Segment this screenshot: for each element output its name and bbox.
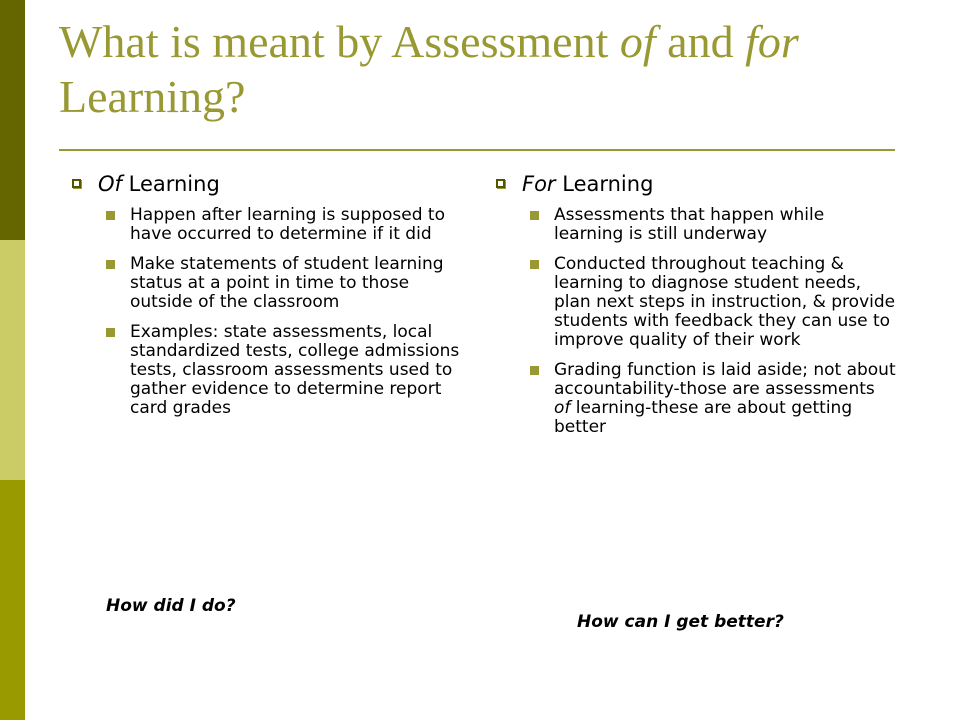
- list-item: Make statements of student learning status at a point in time to those outside of the classroom: [72, 255, 472, 312]
- of-learning-heading: Of Learning: [72, 170, 472, 198]
- list-item: Conducted throughout teaching & learning to diagnose student needs, plan next steps in instruction, & provide students with feedback they can use to improve quality of their work: [496, 255, 896, 350]
- of-learning-list: [72, 206, 472, 418]
- of-learning-column: [72, 170, 472, 429]
- list-item: Happen after learning is supposed to have occurred to determine if it did: [72, 206, 472, 244]
- list-item: Grading function is laid aside; not about accountability-those are assessments of learning-these are about getting better: [496, 361, 896, 437]
- list-item: Assessments that happen while learning is still underway: [496, 206, 896, 244]
- side-bar-light: [0, 240, 25, 480]
- title-divider: [59, 149, 895, 151]
- square-bullet-icon: [106, 260, 115, 269]
- hollow-square-bullet-icon: [72, 179, 81, 188]
- for-learning-question: How can I get better?: [577, 612, 784, 632]
- square-bullet-icon: [106, 328, 115, 337]
- slide-title: What is meant by Assessment of and for Learning?: [59, 16, 799, 122]
- square-bullet-icon: [530, 366, 539, 375]
- of-learning-question: How did I do?: [106, 596, 236, 616]
- square-bullet-icon: [530, 260, 539, 269]
- side-bar-mid: [0, 480, 25, 720]
- side-bar-dark: [0, 0, 25, 240]
- square-bullet-icon: [530, 211, 539, 220]
- square-bullet-icon: [106, 211, 115, 220]
- for-learning-heading: For Learning: [496, 170, 896, 198]
- for-learning-list: [496, 206, 896, 437]
- list-item: Examples: state assessments, local standardized tests, college admissions tests, classroom assessments used to gather evidence to determine report card grades: [72, 323, 472, 418]
- for-learning-column: [496, 170, 896, 448]
- hollow-square-bullet-icon: [496, 179, 505, 188]
